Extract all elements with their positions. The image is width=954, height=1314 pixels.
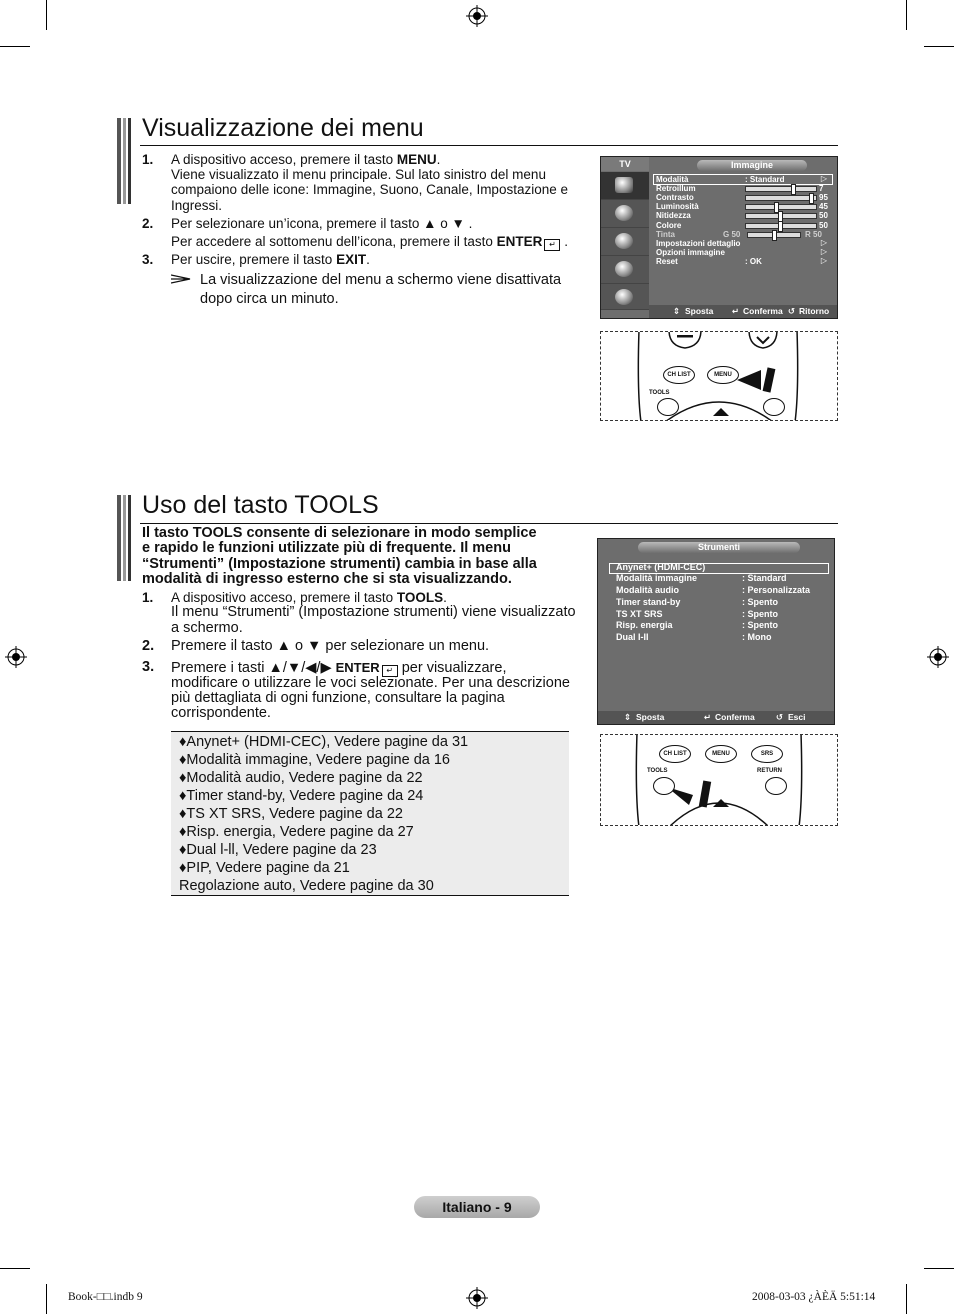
osd-row-label[interactable]: Anynet+ (HDMI-CEC) — [616, 562, 706, 572]
slider-tinta[interactable] — [747, 232, 801, 238]
tools-label: TOOLS — [647, 768, 668, 774]
return-icon: ↺ — [776, 712, 784, 722]
step-number: 3. — [142, 252, 154, 267]
osd-menu-immagine — [600, 156, 838, 319]
section-title-tools: Uso del tasto TOOLS — [142, 491, 379, 519]
print-file-info: Book-□□.indb 9 — [68, 1291, 143, 1303]
osd-row-label[interactable]: Dual I-II — [616, 632, 649, 642]
step-number: 2. — [142, 216, 154, 231]
slider-knob[interactable] — [809, 193, 814, 204]
enter-icon: ↵ — [704, 712, 712, 722]
osd-row-value: : Personalizzata — [742, 585, 811, 595]
section-rule — [140, 523, 838, 524]
osd-row-label[interactable]: Nitidezza — [656, 211, 691, 220]
step-line: modificare o utilizzare le voci selezionate. Per una descrizione — [171, 675, 570, 691]
updown-icon: ⇕ — [673, 306, 681, 316]
footer-exit: Esci — [788, 712, 806, 722]
slider-nitidezza[interactable] — [745, 213, 817, 219]
registration-mark-icon — [466, 5, 488, 27]
step-line: Viene visualizzato il menu principale. Sul lato sinistro del menu — [171, 167, 546, 182]
updown-icon: ⇕ — [624, 712, 632, 722]
note-text: La visualizzazione del menu a schermo viene disattivata — [200, 272, 562, 288]
osd-header: Immagine — [697, 160, 807, 171]
chlist-button[interactable]: CH LIST — [663, 366, 695, 384]
slider-contrasto[interactable] — [745, 195, 817, 201]
step-line: a schermo. — [171, 620, 243, 636]
table-row: ♦Anynet+ (HDMI-CEC), Vedere pagine da 31 — [179, 734, 469, 750]
osd-tab: TV — [601, 157, 649, 171]
return-icon: ↺ — [788, 306, 796, 316]
footer-move: Sposta — [685, 306, 714, 316]
step-line: corrispondente. — [171, 705, 271, 721]
sound-icon[interactable] — [601, 200, 649, 228]
osd-footer — [649, 305, 837, 318]
return-button[interactable] — [765, 777, 787, 795]
crop-mark — [924, 46, 954, 47]
osd-row-label[interactable]: Timer stand-by — [616, 597, 681, 607]
osd-footer — [598, 711, 834, 724]
crop-mark — [0, 1268, 30, 1269]
enter-icon: ↵ — [732, 306, 740, 316]
osd-row-value: : Spento — [742, 597, 778, 607]
page-number-label: Italiano - 9 — [414, 1196, 540, 1218]
right-arrow-icon: ▷ — [820, 238, 827, 247]
osd-row-value: : Standard — [742, 573, 787, 583]
right-arrow-icon: ▷ — [820, 247, 827, 256]
step-line: Per accedere al sottomenu dell’icona, premere il tasto ENTER ↵ . — [171, 234, 568, 249]
table-row: ♦Timer stand-by, Vedere pagine da 24 — [179, 788, 424, 804]
enter-icon: ↵ — [382, 665, 398, 677]
table-row: Regolazione auto, Vedere pagine da 30 — [179, 878, 434, 894]
osd-row-label[interactable]: Impostazioni dettaglio — [656, 239, 741, 248]
slider-knob[interactable] — [778, 221, 783, 232]
section-rule — [140, 145, 838, 146]
remote-illustration-1 — [600, 331, 838, 421]
osd-header: Strumenti — [638, 542, 800, 553]
table-row: ♦PIP, Vedere pagine da 21 — [179, 860, 350, 876]
return-label: RETURN — [757, 768, 782, 774]
step-number: 1. — [142, 590, 154, 605]
menu-button[interactable]: MENU — [707, 366, 739, 384]
osd-row-value: R 50 — [805, 230, 822, 239]
intro-line: modalità di ingresso esterno che si sta visualizzando. — [142, 571, 512, 587]
tools-button[interactable] — [657, 398, 679, 416]
registration-mark-icon — [5, 646, 27, 668]
step-number: 3. — [142, 659, 155, 675]
osd-row-value: 50 — [819, 221, 828, 230]
menu-button[interactable]: MENU — [705, 745, 737, 763]
srs-button[interactable]: SRS — [751, 745, 783, 763]
table-row: ♦Modalità audio, Vedere pagine da 22 — [179, 770, 423, 786]
tools-button[interactable] — [653, 777, 675, 795]
step-line: Per selezionare un’icona, premere il tasto ▲ o ▼ . — [171, 216, 473, 231]
table-row: ♦Risp. energia, Vedere pagine da 27 — [179, 824, 414, 840]
table-row: ♦Dual l-ll, Vedere pagine da 23 — [179, 842, 377, 858]
osd-row-value: : Spento — [742, 609, 778, 619]
osd-row-label[interactable]: Contrasto — [656, 193, 694, 202]
osd-row-label[interactable]: Colore — [656, 221, 682, 230]
step-line: A dispositivo acceso, premere il tasto TOOLS. — [171, 590, 447, 605]
step-number: 1. — [142, 152, 154, 167]
picture-icon[interactable] — [601, 172, 649, 200]
table-row: ♦Modalità immagine, Vedere pagine da 16 — [179, 752, 450, 768]
osd-row-label[interactable]: Reset — [656, 257, 678, 266]
osd-row-value: : Mono — [742, 632, 772, 642]
print-date-info: 2008-03-03 ¿ÀÈÄ 5:51:14 — [752, 1291, 876, 1303]
footer-confirm: Conferma — [743, 306, 783, 316]
step-line: A dispositivo acceso, premere il tasto MENU. — [171, 152, 441, 167]
slider-knob[interactable] — [772, 230, 777, 241]
osd-row-value: : Standard — [745, 175, 785, 184]
section-bar — [117, 495, 131, 581]
footer-back: Ritorno — [799, 306, 830, 316]
enter-icon: ↵ — [544, 239, 560, 251]
intro-line: Il tasto TOOLS consente di selezionare in modo semplice — [142, 525, 537, 541]
osd-row-label[interactable]: Retroillum — [656, 184, 696, 193]
crop-mark — [906, 1284, 907, 1314]
osd-row-label[interactable]: Modalità immagine — [616, 573, 698, 583]
section-title-menu: Visualizzazione dei menu — [142, 114, 424, 142]
chlist-button[interactable]: CH LIST — [659, 745, 691, 763]
return-button[interactable] — [763, 398, 785, 416]
osd-row-label[interactable]: Opzioni immagine — [656, 248, 725, 257]
step-line: Per uscire, premere il tasto EXIT. — [171, 252, 370, 267]
remote-illustration-2 — [600, 734, 838, 826]
osd-row-label[interactable]: Modalità — [656, 175, 689, 184]
table-row: ♦TS XT SRS, Vedere pagine da 22 — [179, 806, 403, 822]
crop-mark — [0, 46, 30, 47]
osd-menu-strumenti — [597, 538, 835, 725]
registration-mark-icon — [466, 1287, 488, 1309]
osd-row-label[interactable]: Modalità audio — [616, 585, 679, 595]
intro-line: e rapido le funzioni utilizzate più di frequente. Il menu — [142, 540, 511, 556]
input-icon[interactable] — [601, 284, 649, 310]
osd-row-label[interactable]: Luminosità — [656, 202, 699, 211]
osd-row-value: 50 — [819, 211, 828, 220]
step-line: Premere i tasti ▲/▼/◀/▶ ENTER ↵ per visualizzare, — [171, 660, 507, 676]
intro-line: “Strumenti” (Impostazione strumenti) cambia in base alla — [142, 556, 537, 572]
osd-row-value: : OK — [745, 257, 762, 266]
osd-row-value: 7 — [819, 184, 824, 193]
footer-move: Sposta — [636, 712, 665, 722]
crop-mark — [924, 1268, 954, 1269]
slider-luminosita[interactable] — [745, 204, 817, 210]
note-text: dopo circa un minuto. — [200, 291, 339, 307]
slider-retroillum[interactable] — [745, 186, 817, 192]
crop-mark — [906, 0, 907, 30]
step-line: Il menu “Strumenti” (Impostazione strumenti) viene visualizzato — [171, 604, 576, 620]
right-arrow-icon: ▷ — [820, 256, 827, 265]
section-bar — [117, 118, 131, 204]
osd-row-value: 45 — [819, 202, 828, 211]
osd-row-label[interactable]: TS XT SRS — [616, 609, 663, 619]
osd-row-value: 95 — [819, 193, 828, 202]
slider-colore[interactable] — [745, 223, 817, 229]
channel-icon[interactable] — [601, 228, 649, 256]
setup-icon[interactable] — [601, 256, 649, 284]
step-number: 2. — [142, 638, 155, 654]
footer-confirm: Conferma — [715, 712, 755, 722]
step-line: compaiono delle icone: Immagine, Suono, Canale, Impostazione e — [171, 182, 568, 197]
step-line: Ingressi. — [171, 198, 223, 213]
tools-label: TOOLS — [649, 390, 670, 396]
osd-row-label[interactable]: Risp. energia — [616, 620, 673, 630]
osd-row-value: : Spento — [742, 620, 778, 630]
slider-knob[interactable] — [791, 184, 796, 195]
step-line: più dettagliata di ogni funzione, consultare la pagina — [171, 690, 505, 706]
osd-row-label[interactable]: Tinta — [656, 230, 675, 239]
tools-reference-table — [171, 731, 569, 896]
crop-mark — [46, 1284, 47, 1314]
registration-mark-icon — [927, 646, 949, 668]
osd-row-value: G 50 — [723, 230, 741, 239]
crop-mark — [46, 0, 47, 30]
right-arrow-icon: ▷ — [820, 174, 827, 183]
note-arrow-icon — [171, 274, 191, 284]
step-line: Premere il tasto ▲ o ▼ per selezionare un menu. — [171, 638, 490, 654]
